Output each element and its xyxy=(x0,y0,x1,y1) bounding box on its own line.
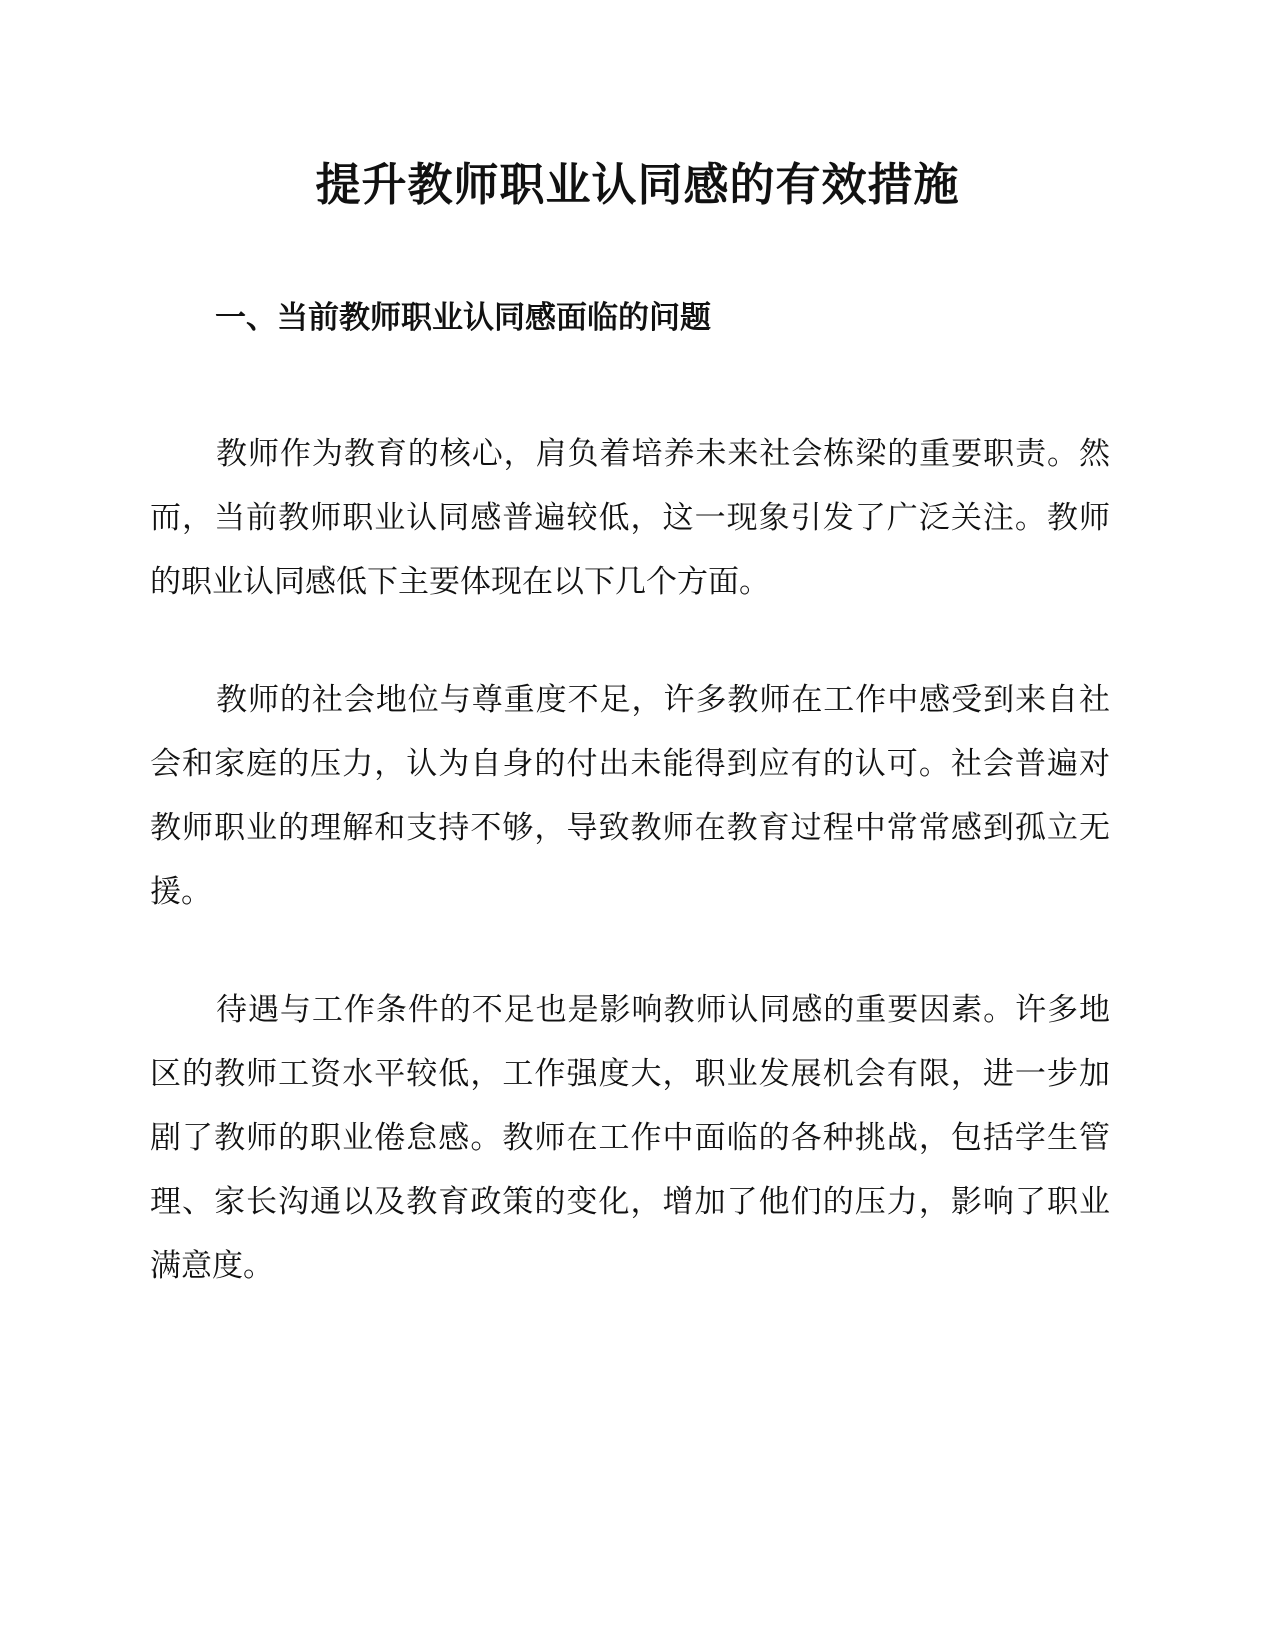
body-paragraph: 教师作为教育的核心，肩负着培养未来社会栋梁的重要职责。然而，当前教师职业认同感普遍较低，这一现象引发了广泛关注。教师的职业认同感低下主要体现在以下几个方面。 xyxy=(150,436,1110,600)
body-paragraph: 待遇与工作条件的不足也是影响教师认同感的重要因素。许多地区的教师工资水平较低，工作强度大，职业发展机会有限，进一步加剧了教师的职业倦怠感。教师在工作中面临的各种挑战，包括学生管理、家长沟通以及教育政策的变化，增加了他们的压力，影响了职业满意度。 xyxy=(150,992,1110,1284)
section-heading: 一、当前教师职业认同感面临的问题 xyxy=(215,300,711,336)
body-paragraph: 教师的社会地位与尊重度不足，许多教师在工作中感受到来自社会和家庭的压力，认为自身的付出未能得到应有的认可。社会普遍对教师职业的理解和支持不够，导致教师在教育过程中常常感到孤立无援。 xyxy=(150,682,1110,910)
document-title: 提升教师职业认同感的有效措施 xyxy=(315,158,960,211)
